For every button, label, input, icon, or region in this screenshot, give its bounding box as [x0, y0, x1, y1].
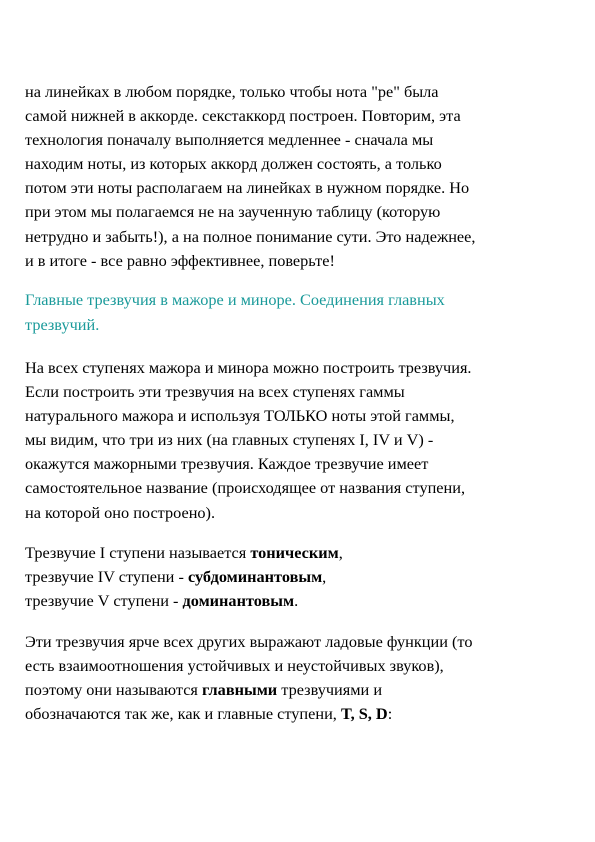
text-run: , [322, 567, 327, 587]
text-run: , [338, 543, 343, 562]
text-line: мы видим, что три из них (на главных ступенях I, IV и V) - [25, 430, 434, 450]
bold-term: субдоминантовым [187, 567, 323, 587]
text-line: и в итоге - все равно эффективнее, поверьте! [25, 250, 335, 270]
paragraph-triad-names [25, 541, 585, 613]
text-run: поэтому они называются [25, 680, 202, 700]
text-line: На всех ступенях мажора и минора можно построить трезвучия. [25, 358, 472, 377]
text-run: обозначаются так же, как и главные ступени, [25, 704, 341, 724]
bold-term: T, S, D [340, 704, 388, 724]
heading-line: трезвучий. [25, 315, 100, 334]
text-line: Эти трезвучия ярче всех других выражают ладовые функции (то [25, 632, 473, 651]
bold-term: тоническим [250, 543, 339, 562]
text-line: на линейках в любом порядке, только чтобы нота "ре" была [25, 82, 439, 101]
text-line: окажутся мажорными трезвучия. Каждое трезвучие имеет [25, 454, 429, 474]
text-run: Трезвучие I ступени называется [25, 543, 251, 562]
section-heading [25, 287, 585, 337]
text-line [25, 589, 585, 613]
text-line [25, 702, 585, 726]
text-line [25, 541, 585, 565]
text-line: потом эти ноты располагаем на линейках в нужном порядке. Но [25, 178, 470, 198]
heading-line: Главные трезвучия в мажоре и миноре. Соединения главных [25, 290, 445, 309]
text-line: нетрудно и забыть!), а на полное понимание сути. Это надежнее, [25, 226, 476, 246]
text-run: трезвучие IV ступени - [25, 567, 188, 587]
bold-term: главными [201, 680, 278, 700]
text-run: трезвучиями и [277, 680, 383, 700]
bold-term: доминантовым [182, 591, 295, 611]
text-line: есть взаимоотношения устойчивых и неустойчивых звуков), [25, 656, 444, 676]
text-run: : [387, 704, 393, 724]
text-line: при этом мы полагаемся не на заученную таблицу (которую [25, 202, 441, 222]
text-line: натурального мажора и используя ТОЛЬКО ноты этой гаммы, [25, 406, 455, 426]
paragraph-functions [25, 630, 585, 726]
text-run: трезвучие V ступени - [25, 591, 183, 611]
text-run: . [294, 591, 299, 611]
text-line [25, 678, 585, 702]
paragraph-triads [25, 356, 585, 525]
text-line: на которой оно построено). [25, 502, 216, 522]
text-line [25, 565, 585, 589]
text-line: самой нижней в аккорде. секстаккорд построен. Повторим, эта [25, 106, 461, 126]
text-line: самостоятельное название (происходящее от названия ступени, [25, 478, 466, 498]
text-line: находим ноты, из которых аккорд должен состоять, а только [25, 154, 442, 174]
text-line: технология поначалу выполняется медленнее - сначала мы [25, 130, 434, 150]
paragraph-intro [25, 80, 585, 273]
text-line: Если построить эти трезвучия на всех ступенях гаммы [25, 382, 405, 402]
